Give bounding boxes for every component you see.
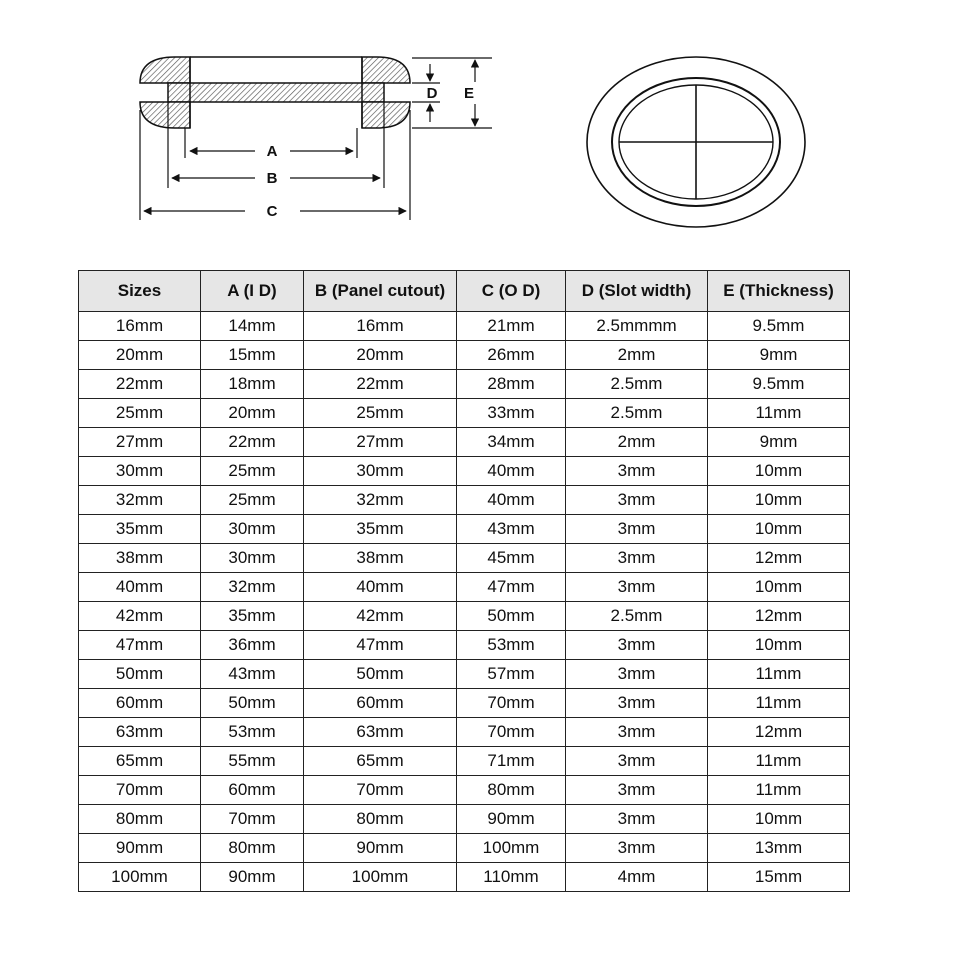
- table-cell: 25mm: [304, 399, 457, 428]
- table-cell: 43mm: [201, 660, 304, 689]
- table-cell: 30mm: [79, 457, 201, 486]
- label-e: E: [463, 85, 475, 102]
- table-cell: 2.5mm: [566, 399, 708, 428]
- table-cell: 47mm: [79, 631, 201, 660]
- table-row: [79, 399, 850, 428]
- size-spec-table: [78, 270, 850, 892]
- table-cell: 9.5mm: [708, 370, 850, 399]
- table-cell: 3mm: [566, 747, 708, 776]
- table-cell: 50mm: [457, 602, 566, 631]
- table-cell: 11mm: [708, 399, 850, 428]
- table-cell: 70mm: [79, 776, 201, 805]
- table-cell: 50mm: [201, 689, 304, 718]
- table-cell: 80mm: [304, 805, 457, 834]
- table-cell: 53mm: [201, 718, 304, 747]
- table-cell: 50mm: [79, 660, 201, 689]
- header-d: D (Slot width): [566, 271, 708, 312]
- table-row: [79, 515, 850, 544]
- table-cell: 15mm: [201, 341, 304, 370]
- table-cell: 80mm: [201, 834, 304, 863]
- table-cell: 22mm: [304, 370, 457, 399]
- table-cell: 3mm: [566, 834, 708, 863]
- table-cell: 30mm: [304, 457, 457, 486]
- table-cell: 21mm: [457, 312, 566, 341]
- table-cell: 22mm: [79, 370, 201, 399]
- table-cell: 70mm: [457, 689, 566, 718]
- table-cell: 2.5mmmm: [566, 312, 708, 341]
- table-cell: 28mm: [457, 370, 566, 399]
- table-cell: 63mm: [304, 718, 457, 747]
- table-cell: 32mm: [79, 486, 201, 515]
- table-cell: 35mm: [79, 515, 201, 544]
- table-cell: 20mm: [201, 399, 304, 428]
- table-cell: 65mm: [304, 747, 457, 776]
- table-cell: 27mm: [304, 428, 457, 457]
- label-a: A: [266, 143, 278, 160]
- table-row: [79, 573, 850, 602]
- table-cell: 100mm: [79, 863, 201, 892]
- table-cell: 12mm: [708, 718, 850, 747]
- table-cell: 55mm: [201, 747, 304, 776]
- table-cell: 35mm: [304, 515, 457, 544]
- table-cell: 3mm: [566, 805, 708, 834]
- table-cell: 60mm: [304, 689, 457, 718]
- table-cell: 38mm: [304, 544, 457, 573]
- table-row: [79, 631, 850, 660]
- table-cell: 32mm: [304, 486, 457, 515]
- grommet-diagram: [0, 0, 960, 250]
- table-cell: 110mm: [457, 863, 566, 892]
- table-row: [79, 544, 850, 573]
- table-cell: 60mm: [201, 776, 304, 805]
- table-cell: 47mm: [304, 631, 457, 660]
- table-cell: 70mm: [457, 718, 566, 747]
- table-cell: 9mm: [708, 428, 850, 457]
- table-cell: 80mm: [457, 776, 566, 805]
- table-row: [79, 370, 850, 399]
- table-cell: 90mm: [304, 834, 457, 863]
- table-row: [79, 341, 850, 370]
- table-cell: 36mm: [201, 631, 304, 660]
- table-cell: 100mm: [457, 834, 566, 863]
- table-cell: 20mm: [79, 341, 201, 370]
- table-cell: 2mm: [566, 428, 708, 457]
- table-cell: 60mm: [79, 689, 201, 718]
- header-c: C (O D): [457, 271, 566, 312]
- table-cell: 9mm: [708, 341, 850, 370]
- label-b: B: [266, 170, 278, 187]
- table-cell: 71mm: [457, 747, 566, 776]
- table-cell: 12mm: [708, 602, 850, 631]
- table-cell: 25mm: [79, 399, 201, 428]
- table-cell: 3mm: [566, 515, 708, 544]
- table-cell: 9.5mm: [708, 312, 850, 341]
- table-cell: 70mm: [201, 805, 304, 834]
- table-cell: 11mm: [708, 747, 850, 776]
- header-a: A (I D): [201, 271, 304, 312]
- table-row: [79, 486, 850, 515]
- table-cell: 11mm: [708, 776, 850, 805]
- header-sizes: Sizes: [79, 271, 201, 312]
- table-cell: 14mm: [201, 312, 304, 341]
- grommet-top-view: [587, 57, 805, 227]
- table-row: [79, 689, 850, 718]
- table-cell: 3mm: [566, 486, 708, 515]
- table-cell: 90mm: [201, 863, 304, 892]
- table-row: [79, 457, 850, 486]
- table-cell: 11mm: [708, 660, 850, 689]
- table-row: [79, 602, 850, 631]
- table-cell: 10mm: [708, 805, 850, 834]
- table-cell: 47mm: [457, 573, 566, 602]
- table-row: [79, 312, 850, 341]
- table-cell: 3mm: [566, 544, 708, 573]
- grommet-cross-section: [140, 57, 410, 220]
- table-row: [79, 805, 850, 834]
- table-cell: 50mm: [304, 660, 457, 689]
- table-cell: 3mm: [566, 689, 708, 718]
- table-row: [79, 718, 850, 747]
- dimension-lines: [144, 58, 492, 211]
- table-cell: 10mm: [708, 573, 850, 602]
- table-cell: 42mm: [304, 602, 457, 631]
- table-cell: 3mm: [566, 631, 708, 660]
- header-e: E (Thickness): [708, 271, 850, 312]
- table-cell: 3mm: [566, 660, 708, 689]
- table-row: [79, 428, 850, 457]
- table-cell: 3mm: [566, 776, 708, 805]
- table-cell: 40mm: [304, 573, 457, 602]
- table-cell: 34mm: [457, 428, 566, 457]
- table-cell: 90mm: [457, 805, 566, 834]
- table-cell: 57mm: [457, 660, 566, 689]
- table-row: [79, 834, 850, 863]
- table-cell: 2.5mm: [566, 370, 708, 399]
- table-cell: 40mm: [79, 573, 201, 602]
- table-cell: 30mm: [201, 544, 304, 573]
- table-cell: 27mm: [79, 428, 201, 457]
- table-cell: 45mm: [457, 544, 566, 573]
- label-c: C: [266, 203, 278, 220]
- table-cell: 2.5mm: [566, 602, 708, 631]
- table-cell: 25mm: [201, 486, 304, 515]
- table-row: [79, 863, 850, 892]
- table-cell: 11mm: [708, 689, 850, 718]
- table-cell: 10mm: [708, 457, 850, 486]
- header-b: B (Panel cutout): [304, 271, 457, 312]
- table-cell: 90mm: [79, 834, 201, 863]
- table-row: [79, 776, 850, 805]
- table-cell: 3mm: [566, 718, 708, 747]
- table-cell: 10mm: [708, 486, 850, 515]
- table-cell: 63mm: [79, 718, 201, 747]
- table-cell: 26mm: [457, 341, 566, 370]
- table-cell: 10mm: [708, 631, 850, 660]
- table-cell: 38mm: [79, 544, 201, 573]
- table-cell: 22mm: [201, 428, 304, 457]
- table-cell: 3mm: [566, 457, 708, 486]
- table-cell: 10mm: [708, 515, 850, 544]
- table-cell: 42mm: [79, 602, 201, 631]
- label-d: D: [426, 85, 438, 102]
- table-cell: 25mm: [201, 457, 304, 486]
- table-cell: 100mm: [304, 863, 457, 892]
- table-row: [79, 660, 850, 689]
- table-cell: 65mm: [79, 747, 201, 776]
- table-cell: 13mm: [708, 834, 850, 863]
- table-cell: 12mm: [708, 544, 850, 573]
- table-cell: 32mm: [201, 573, 304, 602]
- table-row: [79, 747, 850, 776]
- table-cell: 80mm: [79, 805, 201, 834]
- table-cell: 16mm: [304, 312, 457, 341]
- table-cell: 33mm: [457, 399, 566, 428]
- table-cell: 16mm: [79, 312, 201, 341]
- table-cell: 40mm: [457, 486, 566, 515]
- table-cell: 53mm: [457, 631, 566, 660]
- table-cell: 43mm: [457, 515, 566, 544]
- table-cell: 18mm: [201, 370, 304, 399]
- table-cell: 20mm: [304, 341, 457, 370]
- table-cell: 70mm: [304, 776, 457, 805]
- table-cell: 3mm: [566, 573, 708, 602]
- table-cell: 15mm: [708, 863, 850, 892]
- table-cell: 2mm: [566, 341, 708, 370]
- table-cell: 35mm: [201, 602, 304, 631]
- table-cell: 4mm: [566, 863, 708, 892]
- table-cell: 40mm: [457, 457, 566, 486]
- header-row: [79, 271, 850, 312]
- table-cell: 30mm: [201, 515, 304, 544]
